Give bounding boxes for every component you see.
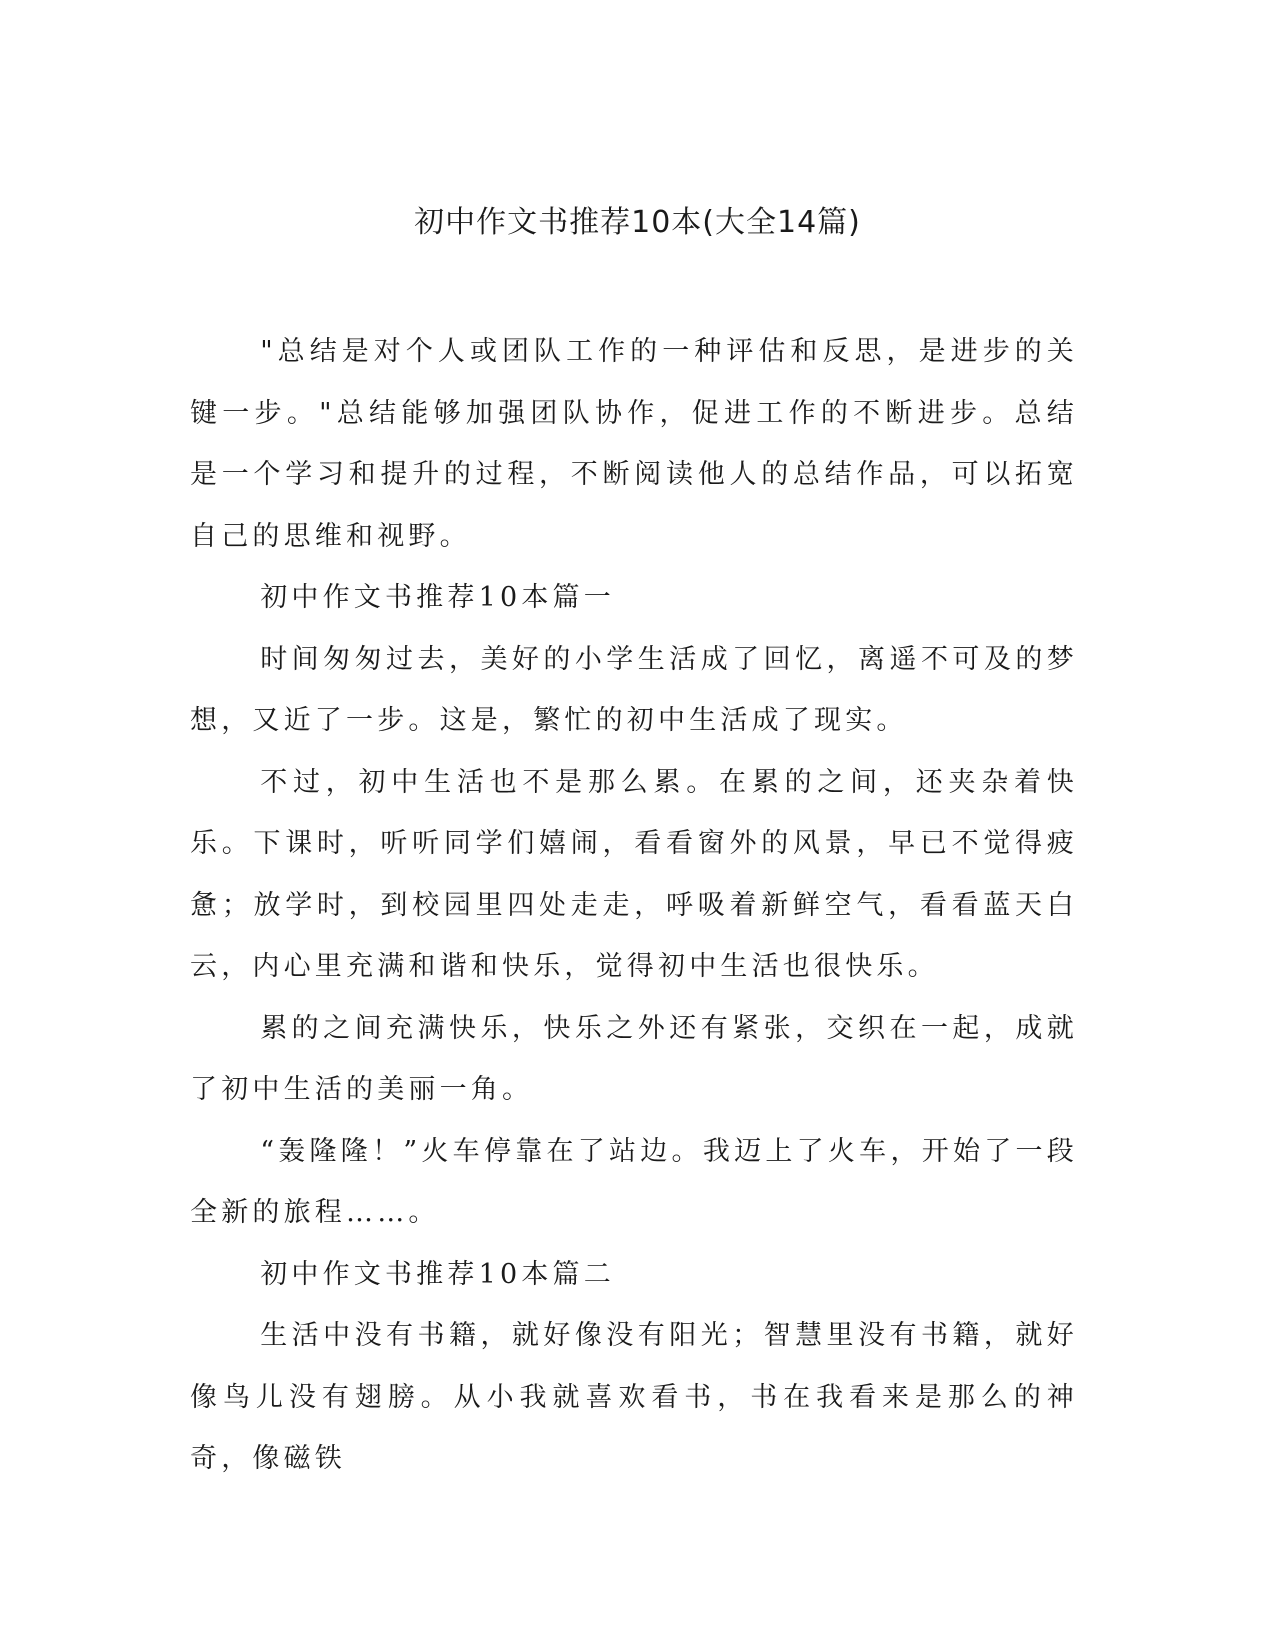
document-body — [190, 321, 1078, 1490]
paragraph: 不过，初中生活也不是那么累。在累的之间，还夹杂着快乐。下课时，听听同学们嬉闹，看看窗外的风景，早已不觉得疲惫；放学时，到校园里四处走走，呼吸着新鲜空气，看看蓝天白云，内心里充满和谐和快乐，觉得初中生活也很快乐。 — [190, 766, 1078, 982]
section-heading-2: 初中作文书推荐10本篇二 — [260, 1258, 615, 1290]
paragraph: 累的之间充满快乐，快乐之外还有紧张，交织在一起，成就了初中生活的美丽一角。 — [190, 1012, 1078, 1105]
intro-paragraph: "总结是对个人或团队工作的一种评估和反思，是进步的关键一步。"总结能够加强团队协作，促进工作的不断进步。总结是一个学习和提升的过程，不断阅读他人的总结作品，可以拓宽自己的思维和视野。 — [190, 336, 1078, 552]
section-heading-1: 初中作文书推荐10本篇一 — [260, 582, 615, 613]
paragraph: “轰隆隆！”火车停靠在了站边。我迈上了火车，开始了一段全新的旅程……。 — [190, 1135, 1078, 1228]
document-title: 初中作文书推荐10本(大全14篇) — [414, 205, 861, 240]
paragraph: 生活中没有书籍，就好像没有阳光；智慧里没有书籍，就好像鸟儿没有翅膀。从小我就喜欢看书，书在我看来是那么的神奇，像磁铁 — [190, 1320, 1078, 1474]
paragraph: 时间匆匆过去，美好的小学生活成了回忆，离遥不可及的梦想，又近了一步。这是，繁忙的初中生活成了现实。 — [190, 643, 1078, 736]
